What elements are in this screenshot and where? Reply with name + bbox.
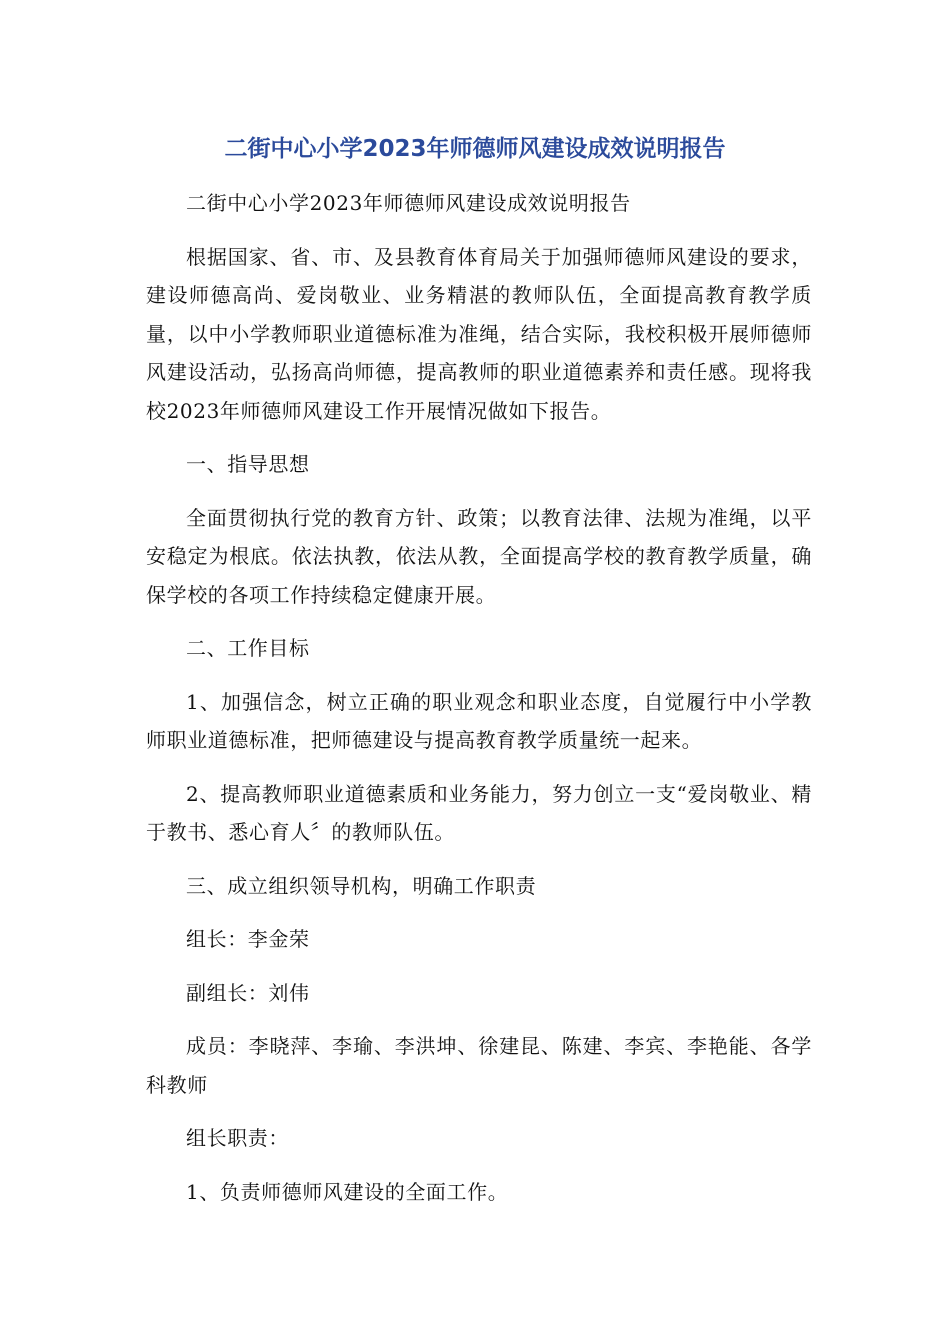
- paragraph-subtitle: 二街中心小学2023年师德师风建设成效说明报告: [186, 191, 631, 215]
- document-body: [146, 184, 812, 1226]
- section-heading-organization: 三、成立组织领导机构，明确工作职责: [186, 873, 537, 898]
- paragraph-intro: 根据国家、省、市、及县教育体育局关于加强师德师风建设的要求，建设师德高尚、爱岗敬业、业务精湛的教师队伍，全面提高教育教学质量，以中小学教师职业道德标准为准绳，结合实际，我校积极开展师德师风建设活动，弘扬高尚师德，提高教师的职业道德素养和责任感。现将我校2023年师德师风建设工作开展情况做如下报告。: [146, 244, 812, 423]
- paragraph-group-leader: 组长：李金荣: [186, 927, 310, 951]
- section-heading-guiding-ideology: 一、指导思想: [186, 452, 310, 476]
- paragraph-leader-duty-1: 1、负责师德师风建设的全面工作。: [186, 1179, 509, 1204]
- paragraph-goal-2: 2、提高教师职业道德素质和业务能力，努力创立一支“爱岗敬业、精于教书、悉心育人〞的教师队伍。: [146, 781, 812, 844]
- paragraph-deputy-leader: 副组长：刘伟: [186, 980, 310, 1005]
- paragraph-members: 成员：李晓萍、李瑜、李洪坤、徐建昆、陈建、李宾、李艳能、各学科教师: [146, 1034, 812, 1097]
- section-heading-work-goals: 二、工作目标: [186, 636, 310, 660]
- paragraph-goal-1: 1、加强信念，树立正确的职业观念和职业态度，自觉履行中小学教师职业道德标准，把师德建设与提高教育教学质量统一起来。: [146, 689, 812, 752]
- paragraph-leader-duties-heading: 组长职责：: [186, 1126, 289, 1150]
- document-title: 二街中心小学2023年师德师风建设成效说明报告: [224, 136, 726, 162]
- paragraph-guiding-ideology: 全面贯彻执行党的教育方针、政策；以教育法律、法规为准绳，以平安稳定为根底。依法执教，依法从教，全面提高学校的教育教学质量，确保学校的各项工作持续稳定健康开展。: [146, 505, 812, 607]
